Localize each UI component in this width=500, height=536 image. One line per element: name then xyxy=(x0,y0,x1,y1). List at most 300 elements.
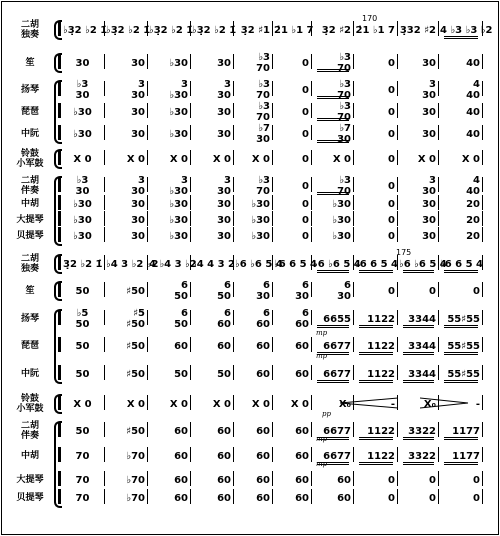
barline xyxy=(147,422,148,437)
beam-line xyxy=(444,327,478,328)
barline xyxy=(311,255,312,270)
note-cell: 60 xyxy=(217,475,231,486)
note-cell: X 0 xyxy=(332,154,351,165)
barline xyxy=(190,310,191,325)
note-cell: ♭7 30 xyxy=(337,123,351,145)
note-cell: 6 30 xyxy=(295,280,309,302)
note-cell: 60 xyxy=(256,475,270,486)
beam-line xyxy=(403,462,434,463)
barline xyxy=(353,337,354,352)
note-cell: 60 xyxy=(174,475,188,486)
barline xyxy=(190,211,191,226)
barline xyxy=(397,81,398,96)
note-cell: 6677 xyxy=(323,341,351,352)
group-brace xyxy=(54,394,62,414)
barline xyxy=(272,227,273,242)
instrument-label: 铃鼓 小军鼓 xyxy=(16,394,44,414)
barline xyxy=(104,489,105,504)
barline xyxy=(482,227,483,242)
note-cell: 0 xyxy=(429,493,436,504)
barline xyxy=(311,422,312,437)
barline xyxy=(482,365,483,380)
barline xyxy=(482,195,483,210)
barline xyxy=(438,365,439,380)
group-brace xyxy=(54,281,62,301)
note-cell: 0 xyxy=(388,107,395,118)
note-cell: ♭30 xyxy=(332,231,351,242)
note-cell: 0 xyxy=(388,129,395,140)
note-cell: 60 xyxy=(295,451,309,462)
note-cell: 0 xyxy=(388,475,395,486)
note-cell: ♭5 50 xyxy=(75,308,90,330)
barline xyxy=(147,125,148,140)
note-cell: 6 60 xyxy=(217,308,231,330)
barline xyxy=(397,195,398,210)
note-cell: 20 xyxy=(466,231,480,242)
barline xyxy=(272,54,273,69)
note-cell: 6 60 xyxy=(295,308,309,330)
note-cell: X 0 xyxy=(290,399,309,410)
barline xyxy=(104,365,105,380)
note-cell: 0 xyxy=(302,181,309,192)
note-cell: X 0 xyxy=(169,154,188,165)
barline xyxy=(397,125,398,140)
barline xyxy=(353,365,354,380)
note-cell: 1122 xyxy=(367,341,395,352)
note-cell: 30 xyxy=(131,107,145,118)
barline xyxy=(311,365,312,380)
barline xyxy=(438,103,439,118)
note-cell: 3344 xyxy=(408,369,436,380)
barline xyxy=(272,255,273,270)
note-cell: ♭3̣2 ♭2 1̇ xyxy=(192,25,237,36)
barline xyxy=(311,395,312,410)
note-cell: 60 xyxy=(295,341,309,352)
note-cell: 3322 xyxy=(408,451,436,462)
note-cell: ♭3 70 xyxy=(337,101,351,123)
note-cell: ♭30 xyxy=(332,215,351,226)
barline xyxy=(397,255,398,270)
dynamic-mp-zhonghu: mp xyxy=(316,460,328,468)
barline xyxy=(311,150,312,165)
barline xyxy=(353,125,354,140)
note-cell: X₀ xyxy=(338,399,351,410)
barline xyxy=(272,422,273,437)
note-cell: 0 xyxy=(429,475,436,486)
barline xyxy=(104,310,105,325)
dynamic-mp-yangqin: mp xyxy=(316,329,328,337)
barline xyxy=(147,81,148,96)
note-cell: 60 xyxy=(256,341,270,352)
group-brace xyxy=(54,309,62,384)
note-cell: 0 xyxy=(388,85,395,96)
barline xyxy=(482,211,483,226)
note-cell: X 0 xyxy=(461,154,480,165)
barline xyxy=(482,447,483,462)
note-cell: 30 xyxy=(422,107,436,118)
barline xyxy=(272,447,273,462)
note-cell: X₀ xyxy=(423,399,436,410)
note-cell: 30 xyxy=(131,231,145,242)
barline xyxy=(438,125,439,140)
instrument-label: 二胡 独奏 xyxy=(20,20,39,40)
barline xyxy=(233,310,234,325)
beam-line xyxy=(359,354,393,355)
beam-line xyxy=(317,325,349,326)
barline xyxy=(233,395,234,410)
note-cell: ♭3 70 xyxy=(256,175,270,197)
note-cell: 60 xyxy=(174,493,188,504)
note-cell: 50 xyxy=(217,369,231,380)
note-cell: 6677 xyxy=(323,451,351,462)
note-cell: ♭3 70 xyxy=(337,79,351,101)
crescendo-hairpin-1 xyxy=(340,397,400,409)
instrument-label: 琵琶 xyxy=(20,107,39,117)
beam-line xyxy=(444,38,478,39)
barline xyxy=(190,471,191,486)
note-cell: 3̣2 ♯1 xyxy=(240,25,270,36)
note-cell: 0 xyxy=(388,231,395,242)
barline xyxy=(482,21,483,36)
barline xyxy=(190,395,191,410)
note-cell: 40 xyxy=(466,58,480,69)
barline xyxy=(353,282,354,297)
barline xyxy=(233,282,234,297)
barline xyxy=(190,365,191,380)
beam-line xyxy=(444,439,478,440)
note-cell: 2̇1 ♭1 7 xyxy=(355,25,395,36)
barline xyxy=(233,422,234,437)
barline xyxy=(311,211,312,226)
note-cell: 3̣2 ♯2 xyxy=(321,25,351,36)
note-cell: 3 30 xyxy=(217,79,231,101)
note-cell: ♭3 70 xyxy=(337,52,351,74)
barline xyxy=(311,447,312,462)
barline xyxy=(397,447,398,462)
barline xyxy=(482,489,483,504)
barline xyxy=(272,365,273,380)
note-cell: ♭3̣2 ♭2 1̇ xyxy=(106,25,151,36)
note-cell: ♭30 xyxy=(169,58,188,69)
note-cell: ♭3̣2 ♭2 1̇ xyxy=(149,25,194,36)
note-cell: 30 xyxy=(217,107,231,118)
note-cell: 60 xyxy=(295,493,309,504)
barline xyxy=(190,337,191,352)
beam-line xyxy=(317,327,349,328)
barline xyxy=(482,471,483,486)
note-cell: ♭4 4 3 2 xyxy=(192,259,235,270)
note-cell: ♯50 xyxy=(126,286,145,297)
barline xyxy=(147,447,148,462)
beam-line xyxy=(444,462,478,463)
barline xyxy=(311,81,312,96)
note-cell: 2̇1 ♭1 7 xyxy=(274,25,314,36)
barline xyxy=(397,103,398,118)
barline xyxy=(353,81,354,96)
barline xyxy=(233,365,234,380)
beam-line xyxy=(359,462,393,463)
barline xyxy=(190,54,191,69)
barline xyxy=(438,195,439,210)
note-cell: 20 xyxy=(466,199,480,210)
barline xyxy=(190,282,191,297)
barline xyxy=(190,489,191,504)
note-cell: 4 ♭4 3 ♭2 xyxy=(149,259,197,270)
beam-line xyxy=(403,382,434,383)
beam-line xyxy=(444,325,478,326)
note-cell: 0 xyxy=(302,231,309,242)
barline xyxy=(397,150,398,165)
barline xyxy=(272,310,273,325)
barline xyxy=(397,211,398,226)
beam-line xyxy=(359,325,393,326)
beam-line xyxy=(317,272,349,273)
barline xyxy=(104,447,105,462)
note-cell: 30 xyxy=(131,199,145,210)
note-cell: 3 30 xyxy=(422,79,436,101)
barline xyxy=(438,310,439,325)
barline xyxy=(190,125,191,140)
beam-line xyxy=(359,380,393,381)
barline xyxy=(397,422,398,437)
barline xyxy=(104,395,105,410)
note-cell: ♭3 30 xyxy=(75,175,90,197)
barline xyxy=(233,447,234,462)
beam-line xyxy=(444,352,478,353)
barline xyxy=(438,447,439,462)
note-cell: 70 xyxy=(75,475,90,486)
note-cell: 0 xyxy=(388,215,395,226)
note-cell: 0 xyxy=(302,199,309,210)
barline xyxy=(397,227,398,242)
note-cell: 30 xyxy=(217,58,231,69)
barline xyxy=(147,365,148,380)
barline xyxy=(397,337,398,352)
barline xyxy=(482,337,483,352)
note-cell: ♭30 xyxy=(73,231,92,242)
note-cell: 0 xyxy=(302,58,309,69)
barline xyxy=(147,21,148,36)
note-cell: 60 xyxy=(295,426,309,437)
barline xyxy=(353,211,354,226)
barline xyxy=(190,195,191,210)
group-brace xyxy=(54,53,62,73)
beam-line xyxy=(444,270,478,271)
beam-line xyxy=(403,354,434,355)
group-brace xyxy=(54,149,62,169)
instrument-label: 贝提琴 xyxy=(16,231,44,241)
note-cell: 40 xyxy=(466,107,480,118)
note-cell: 30 xyxy=(131,129,145,140)
barline xyxy=(438,150,439,165)
note-cell: 0 xyxy=(302,215,309,226)
beam-line xyxy=(317,192,349,193)
note-cell: ♭6 ♭6 5 4 xyxy=(399,259,447,270)
note-cell: ♭30 xyxy=(169,107,188,118)
instrument-label: 扬琴 xyxy=(20,85,39,95)
barline xyxy=(311,489,312,504)
barline xyxy=(190,21,191,36)
barline xyxy=(353,150,354,165)
barline xyxy=(311,21,312,36)
group-brace xyxy=(54,80,62,144)
beam-line xyxy=(403,327,434,328)
barline xyxy=(353,255,354,270)
beam-line xyxy=(403,272,434,273)
note-cell: 3 30 xyxy=(217,175,231,197)
note-cell: 30 xyxy=(422,129,436,140)
barline xyxy=(353,195,354,210)
barline xyxy=(147,282,148,297)
barline xyxy=(438,177,439,192)
barline xyxy=(311,103,312,118)
note-cell: ♭7 30 xyxy=(256,123,270,145)
note-cell: ♭30 xyxy=(251,231,270,242)
beam-line xyxy=(317,120,349,121)
note-cell: 0 xyxy=(302,85,309,96)
note-cell: ♭4 3 ♭2 ♭2 xyxy=(106,259,159,270)
instrument-label: 琵琶 xyxy=(20,341,39,351)
beam-line xyxy=(403,439,434,440)
barline xyxy=(272,195,273,210)
barline xyxy=(233,54,234,69)
note-cell: 55♯55 xyxy=(447,369,480,380)
barline xyxy=(233,255,234,270)
dynamic-mp-erhu-accomp: mp xyxy=(316,435,328,443)
barline xyxy=(353,227,354,242)
barline xyxy=(438,489,439,504)
note-cell: 60 xyxy=(174,451,188,462)
note-cell: 6 30 xyxy=(337,280,351,302)
barline xyxy=(272,81,273,96)
beam-line xyxy=(444,380,478,381)
barline xyxy=(353,447,354,462)
barline xyxy=(233,195,234,210)
beam-line xyxy=(444,382,478,383)
beam-line xyxy=(317,69,349,70)
barline xyxy=(353,489,354,504)
barline xyxy=(272,21,273,36)
barline xyxy=(233,227,234,242)
note-cell: 3 30 xyxy=(422,175,436,197)
barline xyxy=(104,255,105,270)
barline xyxy=(438,227,439,242)
barline xyxy=(233,337,234,352)
beam-line xyxy=(317,380,349,381)
note-cell: 0 xyxy=(388,58,395,69)
note-cell: 0 xyxy=(473,493,480,504)
barline xyxy=(104,21,105,36)
barline xyxy=(438,54,439,69)
beam-line xyxy=(317,142,349,143)
note-cell: 6 50 xyxy=(217,280,231,302)
note-cell: 0 xyxy=(302,129,309,140)
note-cell: 60 xyxy=(256,369,270,380)
instrument-label: 中阮 xyxy=(20,369,39,379)
instrument-label: 二胡 伴奏 xyxy=(20,176,39,196)
note-cell: ♭30 xyxy=(332,199,351,210)
barline xyxy=(272,282,273,297)
note-cell: 6 50 xyxy=(174,280,188,302)
note-cell: 30 xyxy=(131,58,145,69)
barline xyxy=(272,471,273,486)
note-cell: X 0 xyxy=(126,154,145,165)
barline xyxy=(147,310,148,325)
note-cell: 0 xyxy=(473,286,480,297)
note-cell: ♭70 xyxy=(126,493,145,504)
note-cell: ♭70 xyxy=(126,451,145,462)
barline xyxy=(104,227,105,242)
beam-line xyxy=(359,327,393,328)
barline xyxy=(311,282,312,297)
note-cell: ♭6 ♭6 5 4 xyxy=(313,259,361,270)
note-cell: 60 xyxy=(217,493,231,504)
note-cell: 30 xyxy=(131,215,145,226)
barline xyxy=(272,125,273,140)
note-cell: 20 xyxy=(466,215,480,226)
barline xyxy=(311,471,312,486)
instrument-label: 二胡 独奏 xyxy=(20,254,39,274)
barline xyxy=(311,195,312,210)
beam-line xyxy=(359,439,393,440)
barline xyxy=(397,365,398,380)
barline xyxy=(482,177,483,192)
note-cell: ♯50 xyxy=(126,426,145,437)
beam-line xyxy=(403,270,434,271)
note-cell: 55♯55 xyxy=(447,341,480,352)
barline xyxy=(438,282,439,297)
barline xyxy=(190,422,191,437)
note-cell: 30 xyxy=(75,58,90,69)
instrument-label: 大提琴 xyxy=(16,475,44,485)
barline xyxy=(104,81,105,96)
barline xyxy=(104,282,105,297)
note-cell: 30 xyxy=(217,129,231,140)
note-cell: 60 xyxy=(337,493,351,504)
barline xyxy=(233,471,234,486)
barline xyxy=(438,211,439,226)
note-cell: ♭6 6 5 4 xyxy=(440,259,483,270)
barline xyxy=(397,282,398,297)
note-cell: ♯5 ♯50 xyxy=(126,308,145,330)
note-cell: 0 xyxy=(302,107,309,118)
barline xyxy=(233,177,234,192)
barline xyxy=(147,471,148,486)
dynamic-pp-drum: pp xyxy=(322,410,331,418)
barline xyxy=(147,227,148,242)
barline xyxy=(353,310,354,325)
barline xyxy=(190,227,191,242)
note-cell: ♭30 xyxy=(169,199,188,210)
barline xyxy=(397,471,398,486)
barline xyxy=(272,150,273,165)
note-cell: 1122 xyxy=(367,314,395,325)
note-cell: ♭3 30 xyxy=(75,79,90,101)
barline xyxy=(104,422,105,437)
beam-line xyxy=(317,71,349,72)
instrument-label: 中阮 xyxy=(20,129,39,139)
note-cell: 3344 xyxy=(408,341,436,352)
barline xyxy=(190,447,191,462)
note-cell: 50 xyxy=(75,426,90,437)
note-cell: 60 xyxy=(217,451,231,462)
barline xyxy=(233,125,234,140)
beam-line xyxy=(317,382,349,383)
note-cell: 30 xyxy=(422,215,436,226)
barline xyxy=(397,54,398,69)
barline xyxy=(438,81,439,96)
instrument-label: 笙 xyxy=(25,286,35,296)
